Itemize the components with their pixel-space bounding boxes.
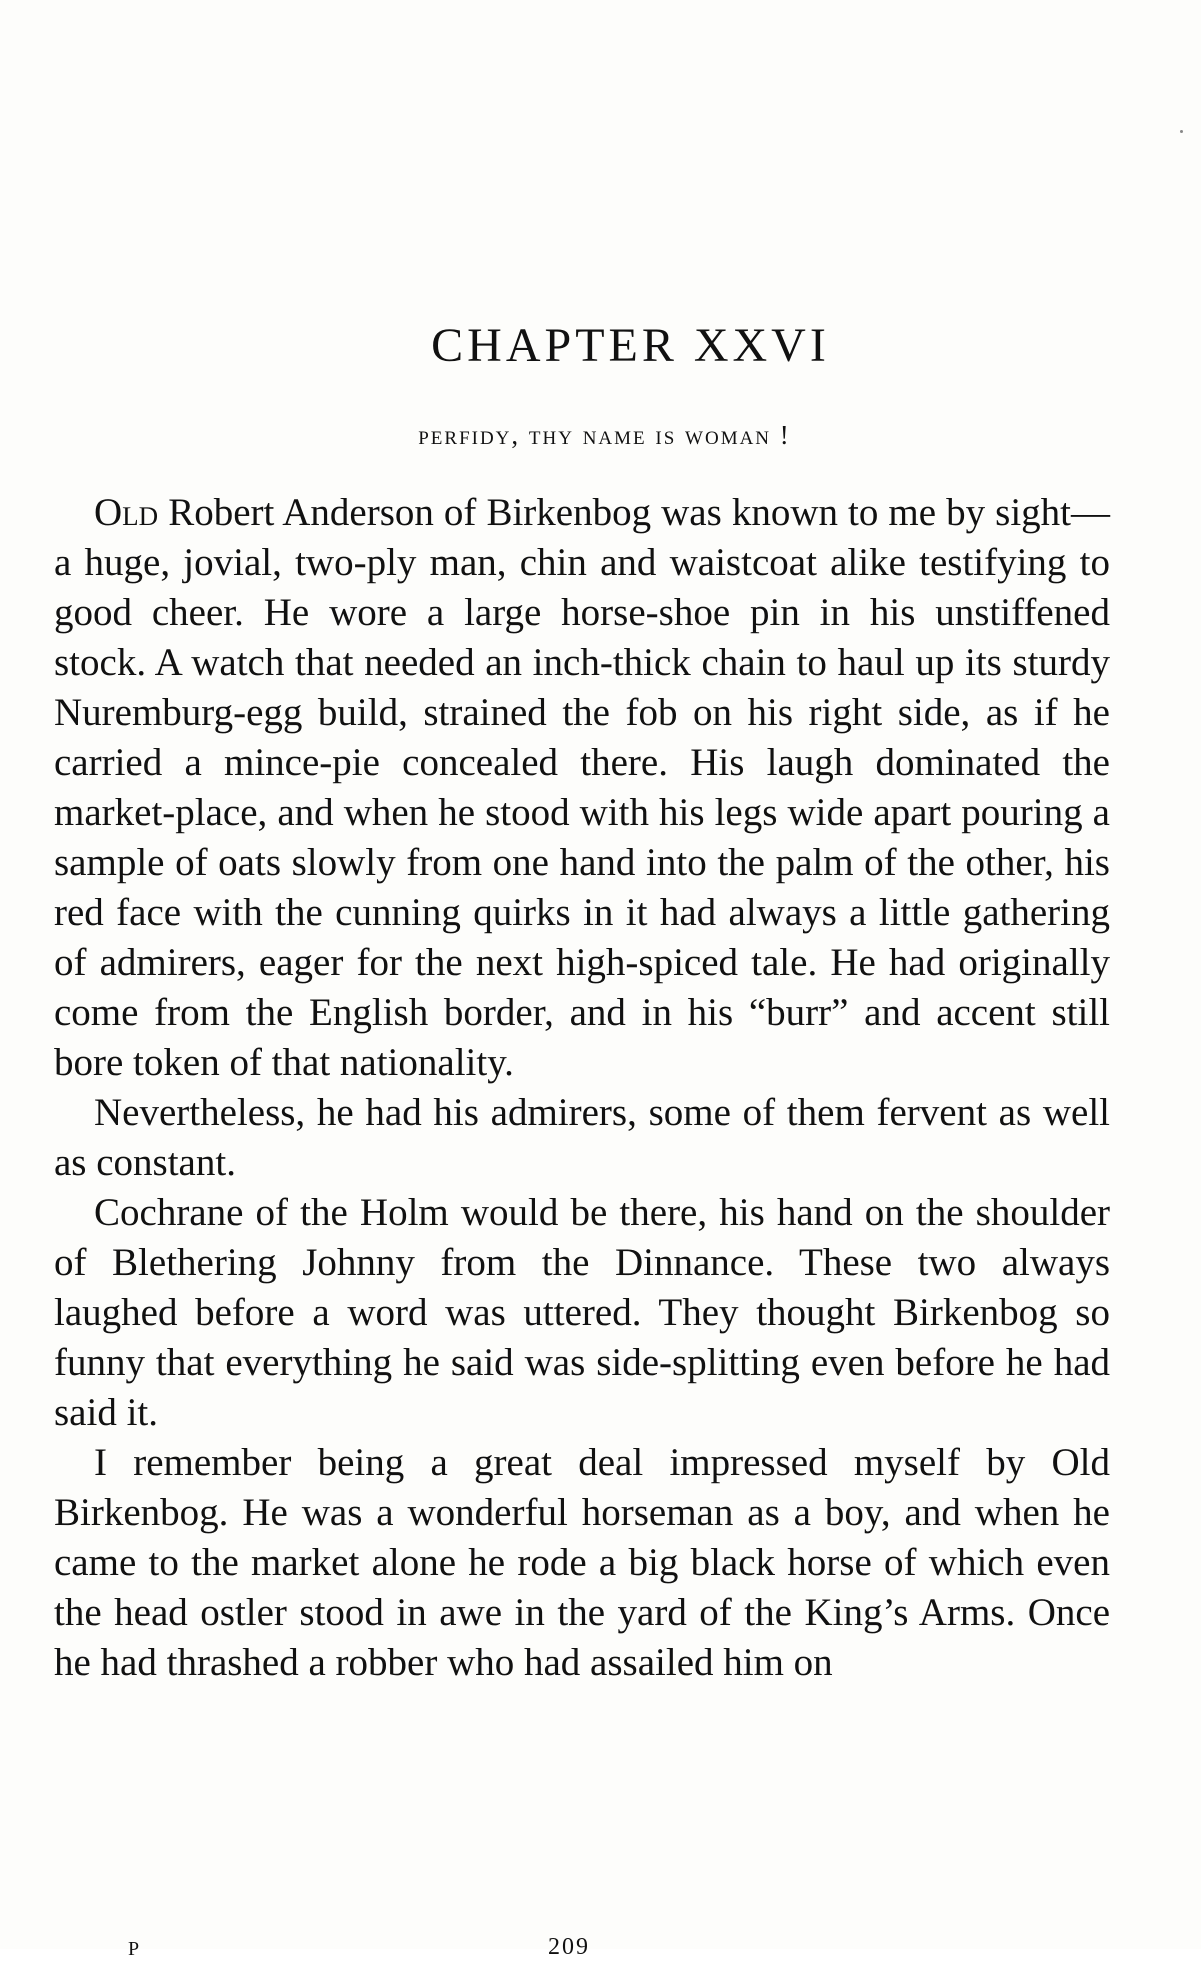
chapter-title: CHAPTER XXVI [431, 319, 830, 372]
paragraph: I remember being a great deal impressed myself by Old Birkenbog. He was a wonderful horseman as a boy, and when he came to the market alone he rode a big black horse of which even the head ostler stood in awe in the yard of the King’s Arms. Once he had thrashed a robber who had assailed him on [54, 1441, 1110, 1684]
page-number: 209 [548, 1934, 590, 1960]
paragraph-text: Robert Anderson of Birkenbog was known to me by sight—a huge, jovial, two-ply man, chin and waistcoat alike testifying to good cheer. He wore a large horse-shoe pin in his unstiffened stock. A watch that needed an inch-thick chain to haul up its sturdy Nuremburg-egg build, strained the fob on his right side, as if he carried a mince-pie concealed there. His laugh dominated the market-place, and when he stood with his legs wide apart pouring a sample of oats slowly from one hand into the palm of the other, his red face with the cunning quirks in it had always a little gathering of admirers, eager for the next high-spiced tale. He had originally come from the English border, and in his “burr” and accent still bore token of that nationality. [54, 491, 1110, 1084]
chapter-subtitle: perfidy, thy name is woman ! [418, 420, 791, 450]
paper-speck [1180, 130, 1183, 133]
body-text [54, 488, 1110, 1688]
paragraph: Cochrane of the Holm would be there, his hand on the shoulder of Blethering Johnny from the Dinnance. These two always laughed before a word was uttered. They thought Birkenbog so funny that everything he said was side-splitting even before he had said it. [54, 1191, 1110, 1434]
signature-mark: P [128, 1938, 140, 1960]
paragraph [54, 488, 1110, 1088]
paragraph: Nevertheless, he had his admirers, some of them fervent as well as constant. [54, 1091, 1110, 1184]
opening-word: Old [94, 491, 159, 534]
